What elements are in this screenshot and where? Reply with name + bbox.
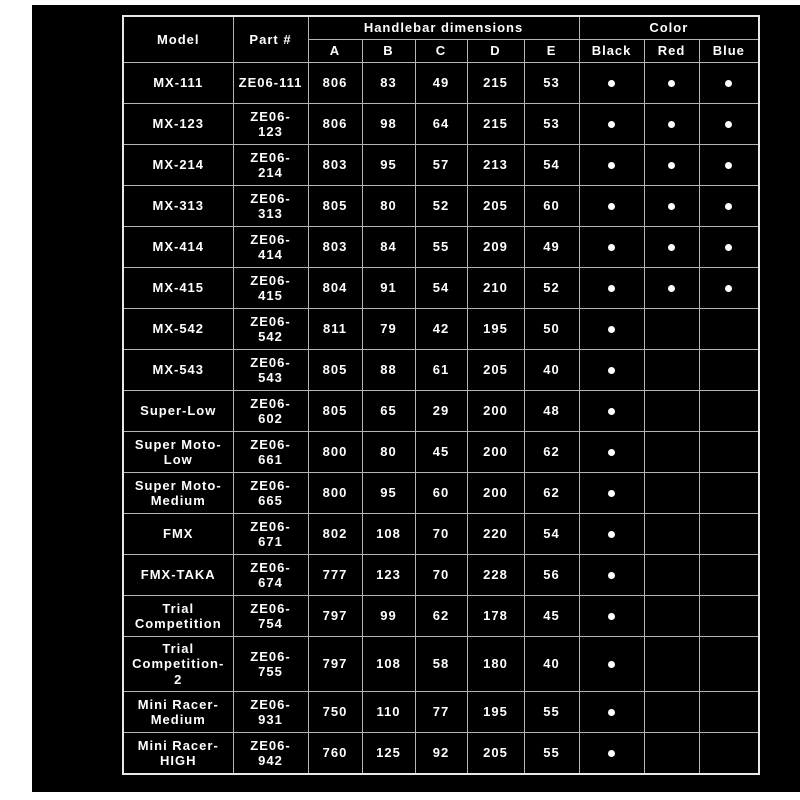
black-availability-cell [579, 145, 644, 186]
part-number-cell: ZE06-313 [233, 186, 308, 227]
dimension-a-cell: 800 [308, 473, 362, 514]
dimension-d-cell: 205 [467, 732, 524, 774]
dimension-e-cell: 54 [524, 514, 579, 555]
dimension-a-cell: 805 [308, 391, 362, 432]
black-availability-cell [579, 350, 644, 391]
black-availability-cell [579, 391, 644, 432]
dimension-d-cell: 228 [467, 555, 524, 596]
part-number-cell: ZE06-671 [233, 514, 308, 555]
col-header-dim-d: D [467, 40, 524, 63]
blue-availability-cell [699, 514, 759, 555]
availability-dot-icon [608, 408, 615, 415]
model-cell: MX-542 [123, 309, 233, 350]
dimension-e-cell: 62 [524, 432, 579, 473]
table-row [123, 268, 759, 309]
availability-dot-icon [668, 203, 675, 210]
table-row [123, 227, 759, 268]
availability-dot-icon [608, 244, 615, 251]
dimension-c-cell: 49 [415, 63, 467, 104]
dimension-d-cell: 209 [467, 227, 524, 268]
blue-availability-cell [699, 555, 759, 596]
model-cell: Super Moto-Medium [123, 473, 233, 514]
dimension-b-cell: 91 [362, 268, 415, 309]
availability-dot-icon [608, 367, 615, 374]
dimension-d-cell: 213 [467, 145, 524, 186]
model-cell: MX-313 [123, 186, 233, 227]
red-availability-cell [644, 268, 699, 309]
red-availability-cell [644, 637, 699, 692]
dimension-b-cell: 79 [362, 309, 415, 350]
table-row [123, 186, 759, 227]
blue-availability-cell [699, 268, 759, 309]
red-availability-cell [644, 227, 699, 268]
part-number-cell: ZE06-942 [233, 732, 308, 774]
dimension-b-cell: 125 [362, 732, 415, 774]
dimension-b-cell: 83 [362, 63, 415, 104]
dimension-e-cell: 54 [524, 145, 579, 186]
black-availability-cell [579, 555, 644, 596]
table-row [123, 391, 759, 432]
dimension-a-cell: 800 [308, 432, 362, 473]
dimension-d-cell: 200 [467, 391, 524, 432]
dimension-e-cell: 53 [524, 104, 579, 145]
availability-dot-icon [608, 162, 615, 169]
red-availability-cell [644, 473, 699, 514]
dimension-b-cell: 95 [362, 145, 415, 186]
part-number-cell: ZE06-111 [233, 63, 308, 104]
dimension-a-cell: 760 [308, 732, 362, 774]
availability-dot-icon [668, 285, 675, 292]
header-row-groups [123, 16, 759, 40]
part-number-cell: ZE06-414 [233, 227, 308, 268]
red-availability-cell [644, 186, 699, 227]
dimension-e-cell: 55 [524, 691, 579, 732]
part-number-cell: ZE06-661 [233, 432, 308, 473]
black-availability-cell [579, 432, 644, 473]
dimension-c-cell: 61 [415, 350, 467, 391]
dimension-c-cell: 55 [415, 227, 467, 268]
content-panel [32, 5, 800, 792]
dimension-c-cell: 54 [415, 268, 467, 309]
red-availability-cell [644, 145, 699, 186]
dimension-b-cell: 108 [362, 514, 415, 555]
col-header-dim-b: B [362, 40, 415, 63]
dimension-d-cell: 205 [467, 186, 524, 227]
col-header-color-black: Black [579, 40, 644, 63]
blue-availability-cell [699, 732, 759, 774]
dimension-b-cell: 99 [362, 596, 415, 637]
dimension-d-cell: 200 [467, 473, 524, 514]
availability-dot-icon [725, 203, 732, 210]
dimension-c-cell: 60 [415, 473, 467, 514]
black-availability-cell [579, 637, 644, 692]
availability-dot-icon [608, 121, 615, 128]
availability-dot-icon [725, 121, 732, 128]
table-row [123, 514, 759, 555]
blue-availability-cell [699, 145, 759, 186]
availability-dot-icon [668, 121, 675, 128]
dimension-b-cell: 98 [362, 104, 415, 145]
table-header [123, 16, 759, 63]
dimension-e-cell: 40 [524, 350, 579, 391]
col-header-color-blue: Blue [699, 40, 759, 63]
dimension-e-cell: 62 [524, 473, 579, 514]
col-header-dim-a: A [308, 40, 362, 63]
part-number-cell: ZE06-931 [233, 691, 308, 732]
dimension-d-cell: 200 [467, 432, 524, 473]
dimension-c-cell: 58 [415, 637, 467, 692]
blue-availability-cell [699, 350, 759, 391]
model-cell: MX-415 [123, 268, 233, 309]
black-availability-cell [579, 732, 644, 774]
model-cell: Super-Low [123, 391, 233, 432]
blue-availability-cell [699, 227, 759, 268]
model-cell: MX-123 [123, 104, 233, 145]
dimension-e-cell: 55 [524, 732, 579, 774]
dimension-e-cell: 48 [524, 391, 579, 432]
red-availability-cell [644, 63, 699, 104]
table-row [123, 732, 759, 774]
model-cell: Super Moto-Low [123, 432, 233, 473]
model-cell: Trial Competition [123, 596, 233, 637]
dimension-d-cell: 210 [467, 268, 524, 309]
dimension-a-cell: 805 [308, 186, 362, 227]
availability-dot-icon [608, 661, 615, 668]
table-row [123, 309, 759, 350]
blue-availability-cell [699, 104, 759, 145]
table-row [123, 637, 759, 692]
dimension-c-cell: 29 [415, 391, 467, 432]
dimension-b-cell: 110 [362, 691, 415, 732]
model-cell: FMX-TAKA [123, 555, 233, 596]
dimension-a-cell: 811 [308, 309, 362, 350]
part-number-cell: ZE06-542 [233, 309, 308, 350]
dimension-b-cell: 108 [362, 637, 415, 692]
black-availability-cell [579, 691, 644, 732]
dimension-c-cell: 70 [415, 514, 467, 555]
black-availability-cell [579, 473, 644, 514]
dimension-a-cell: 804 [308, 268, 362, 309]
part-number-cell: ZE06-415 [233, 268, 308, 309]
dimension-c-cell: 77 [415, 691, 467, 732]
col-group-handlebar-dimensions: Handlebar dimensions [308, 16, 579, 40]
part-number-cell: ZE06-543 [233, 350, 308, 391]
model-cell: FMX [123, 514, 233, 555]
dimension-a-cell: 777 [308, 555, 362, 596]
black-availability-cell [579, 227, 644, 268]
red-availability-cell [644, 596, 699, 637]
blue-availability-cell [699, 186, 759, 227]
dimension-e-cell: 53 [524, 63, 579, 104]
table-row [123, 473, 759, 514]
dimension-c-cell: 45 [415, 432, 467, 473]
blue-availability-cell [699, 391, 759, 432]
blue-availability-cell [699, 309, 759, 350]
table-row [123, 63, 759, 104]
availability-dot-icon [608, 750, 615, 757]
model-cell: MX-543 [123, 350, 233, 391]
dimension-a-cell: 797 [308, 596, 362, 637]
dimension-a-cell: 797 [308, 637, 362, 692]
table-row [123, 350, 759, 391]
availability-dot-icon [608, 203, 615, 210]
availability-dot-icon [608, 531, 615, 538]
dimension-e-cell: 40 [524, 637, 579, 692]
col-header-dim-e: E [524, 40, 579, 63]
col-group-color: Color [579, 16, 759, 40]
black-availability-cell [579, 596, 644, 637]
dimension-d-cell: 205 [467, 350, 524, 391]
blue-availability-cell [699, 637, 759, 692]
red-availability-cell [644, 350, 699, 391]
availability-dot-icon [608, 490, 615, 497]
dimension-a-cell: 805 [308, 350, 362, 391]
dimension-b-cell: 123 [362, 555, 415, 596]
availability-dot-icon [668, 80, 675, 87]
dimension-b-cell: 95 [362, 473, 415, 514]
col-header-color-red: Red [644, 40, 699, 63]
part-number-cell: ZE06-674 [233, 555, 308, 596]
availability-dot-icon [668, 162, 675, 169]
part-number-cell: ZE06-754 [233, 596, 308, 637]
availability-dot-icon [608, 326, 615, 333]
availability-dot-icon [725, 80, 732, 87]
table-row [123, 432, 759, 473]
availability-dot-icon [725, 285, 732, 292]
red-availability-cell [644, 391, 699, 432]
dimension-d-cell: 180 [467, 637, 524, 692]
dimension-e-cell: 50 [524, 309, 579, 350]
dimension-e-cell: 56 [524, 555, 579, 596]
dimension-e-cell: 60 [524, 186, 579, 227]
availability-dot-icon [608, 709, 615, 716]
dimension-c-cell: 57 [415, 145, 467, 186]
model-cell: MX-414 [123, 227, 233, 268]
red-availability-cell [644, 691, 699, 732]
dimension-a-cell: 806 [308, 63, 362, 104]
part-number-cell: ZE06-665 [233, 473, 308, 514]
dimension-d-cell: 195 [467, 309, 524, 350]
black-availability-cell [579, 104, 644, 145]
red-availability-cell [644, 309, 699, 350]
red-availability-cell [644, 732, 699, 774]
model-cell: Mini Racer-Medium [123, 691, 233, 732]
availability-dot-icon [608, 613, 615, 620]
part-number-cell: ZE06-214 [233, 145, 308, 186]
black-availability-cell [579, 63, 644, 104]
dimension-d-cell: 220 [467, 514, 524, 555]
model-cell: MX-214 [123, 145, 233, 186]
dimension-b-cell: 80 [362, 432, 415, 473]
red-availability-cell [644, 432, 699, 473]
availability-dot-icon [608, 80, 615, 87]
availability-dot-icon [668, 244, 675, 251]
dimension-d-cell: 195 [467, 691, 524, 732]
model-cell: Trial Competition-2 [123, 637, 233, 692]
handlebar-spec-table [122, 15, 760, 775]
dimension-a-cell: 803 [308, 145, 362, 186]
dimension-b-cell: 80 [362, 186, 415, 227]
red-availability-cell [644, 104, 699, 145]
dimension-a-cell: 806 [308, 104, 362, 145]
col-header-dim-c: C [415, 40, 467, 63]
model-cell: MX-111 [123, 63, 233, 104]
part-number-cell: ZE06-123 [233, 104, 308, 145]
dimension-c-cell: 64 [415, 104, 467, 145]
blue-availability-cell [699, 473, 759, 514]
table-row [123, 104, 759, 145]
col-header-model: Model [123, 16, 233, 63]
part-number-cell: ZE06-602 [233, 391, 308, 432]
dimension-e-cell: 52 [524, 268, 579, 309]
dimension-c-cell: 62 [415, 596, 467, 637]
black-availability-cell [579, 309, 644, 350]
dimension-e-cell: 49 [524, 227, 579, 268]
black-availability-cell [579, 514, 644, 555]
col-header-part-number: Part # [233, 16, 308, 63]
dimension-d-cell: 178 [467, 596, 524, 637]
dimension-a-cell: 750 [308, 691, 362, 732]
black-availability-cell [579, 186, 644, 227]
availability-dot-icon [725, 244, 732, 251]
dimension-a-cell: 803 [308, 227, 362, 268]
red-availability-cell [644, 514, 699, 555]
dimension-d-cell: 215 [467, 104, 524, 145]
table-row [123, 145, 759, 186]
blue-availability-cell [699, 432, 759, 473]
availability-dot-icon [608, 572, 615, 579]
dimension-c-cell: 92 [415, 732, 467, 774]
model-cell: Mini Racer-HIGH [123, 732, 233, 774]
dimension-c-cell: 52 [415, 186, 467, 227]
spec-table-body [123, 63, 759, 774]
availability-dot-icon [608, 449, 615, 456]
dimension-a-cell: 802 [308, 514, 362, 555]
table-row [123, 691, 759, 732]
availability-dot-icon [608, 285, 615, 292]
table-row [123, 555, 759, 596]
red-availability-cell [644, 555, 699, 596]
availability-dot-icon [725, 162, 732, 169]
dimension-b-cell: 65 [362, 391, 415, 432]
dimension-e-cell: 45 [524, 596, 579, 637]
blue-availability-cell [699, 63, 759, 104]
blue-availability-cell [699, 691, 759, 732]
blue-availability-cell [699, 596, 759, 637]
black-availability-cell [579, 268, 644, 309]
part-number-cell: ZE06-755 [233, 637, 308, 692]
dimension-c-cell: 42 [415, 309, 467, 350]
dimension-b-cell: 88 [362, 350, 415, 391]
table-row [123, 596, 759, 637]
dimension-c-cell: 70 [415, 555, 467, 596]
dimension-b-cell: 84 [362, 227, 415, 268]
dimension-d-cell: 215 [467, 63, 524, 104]
